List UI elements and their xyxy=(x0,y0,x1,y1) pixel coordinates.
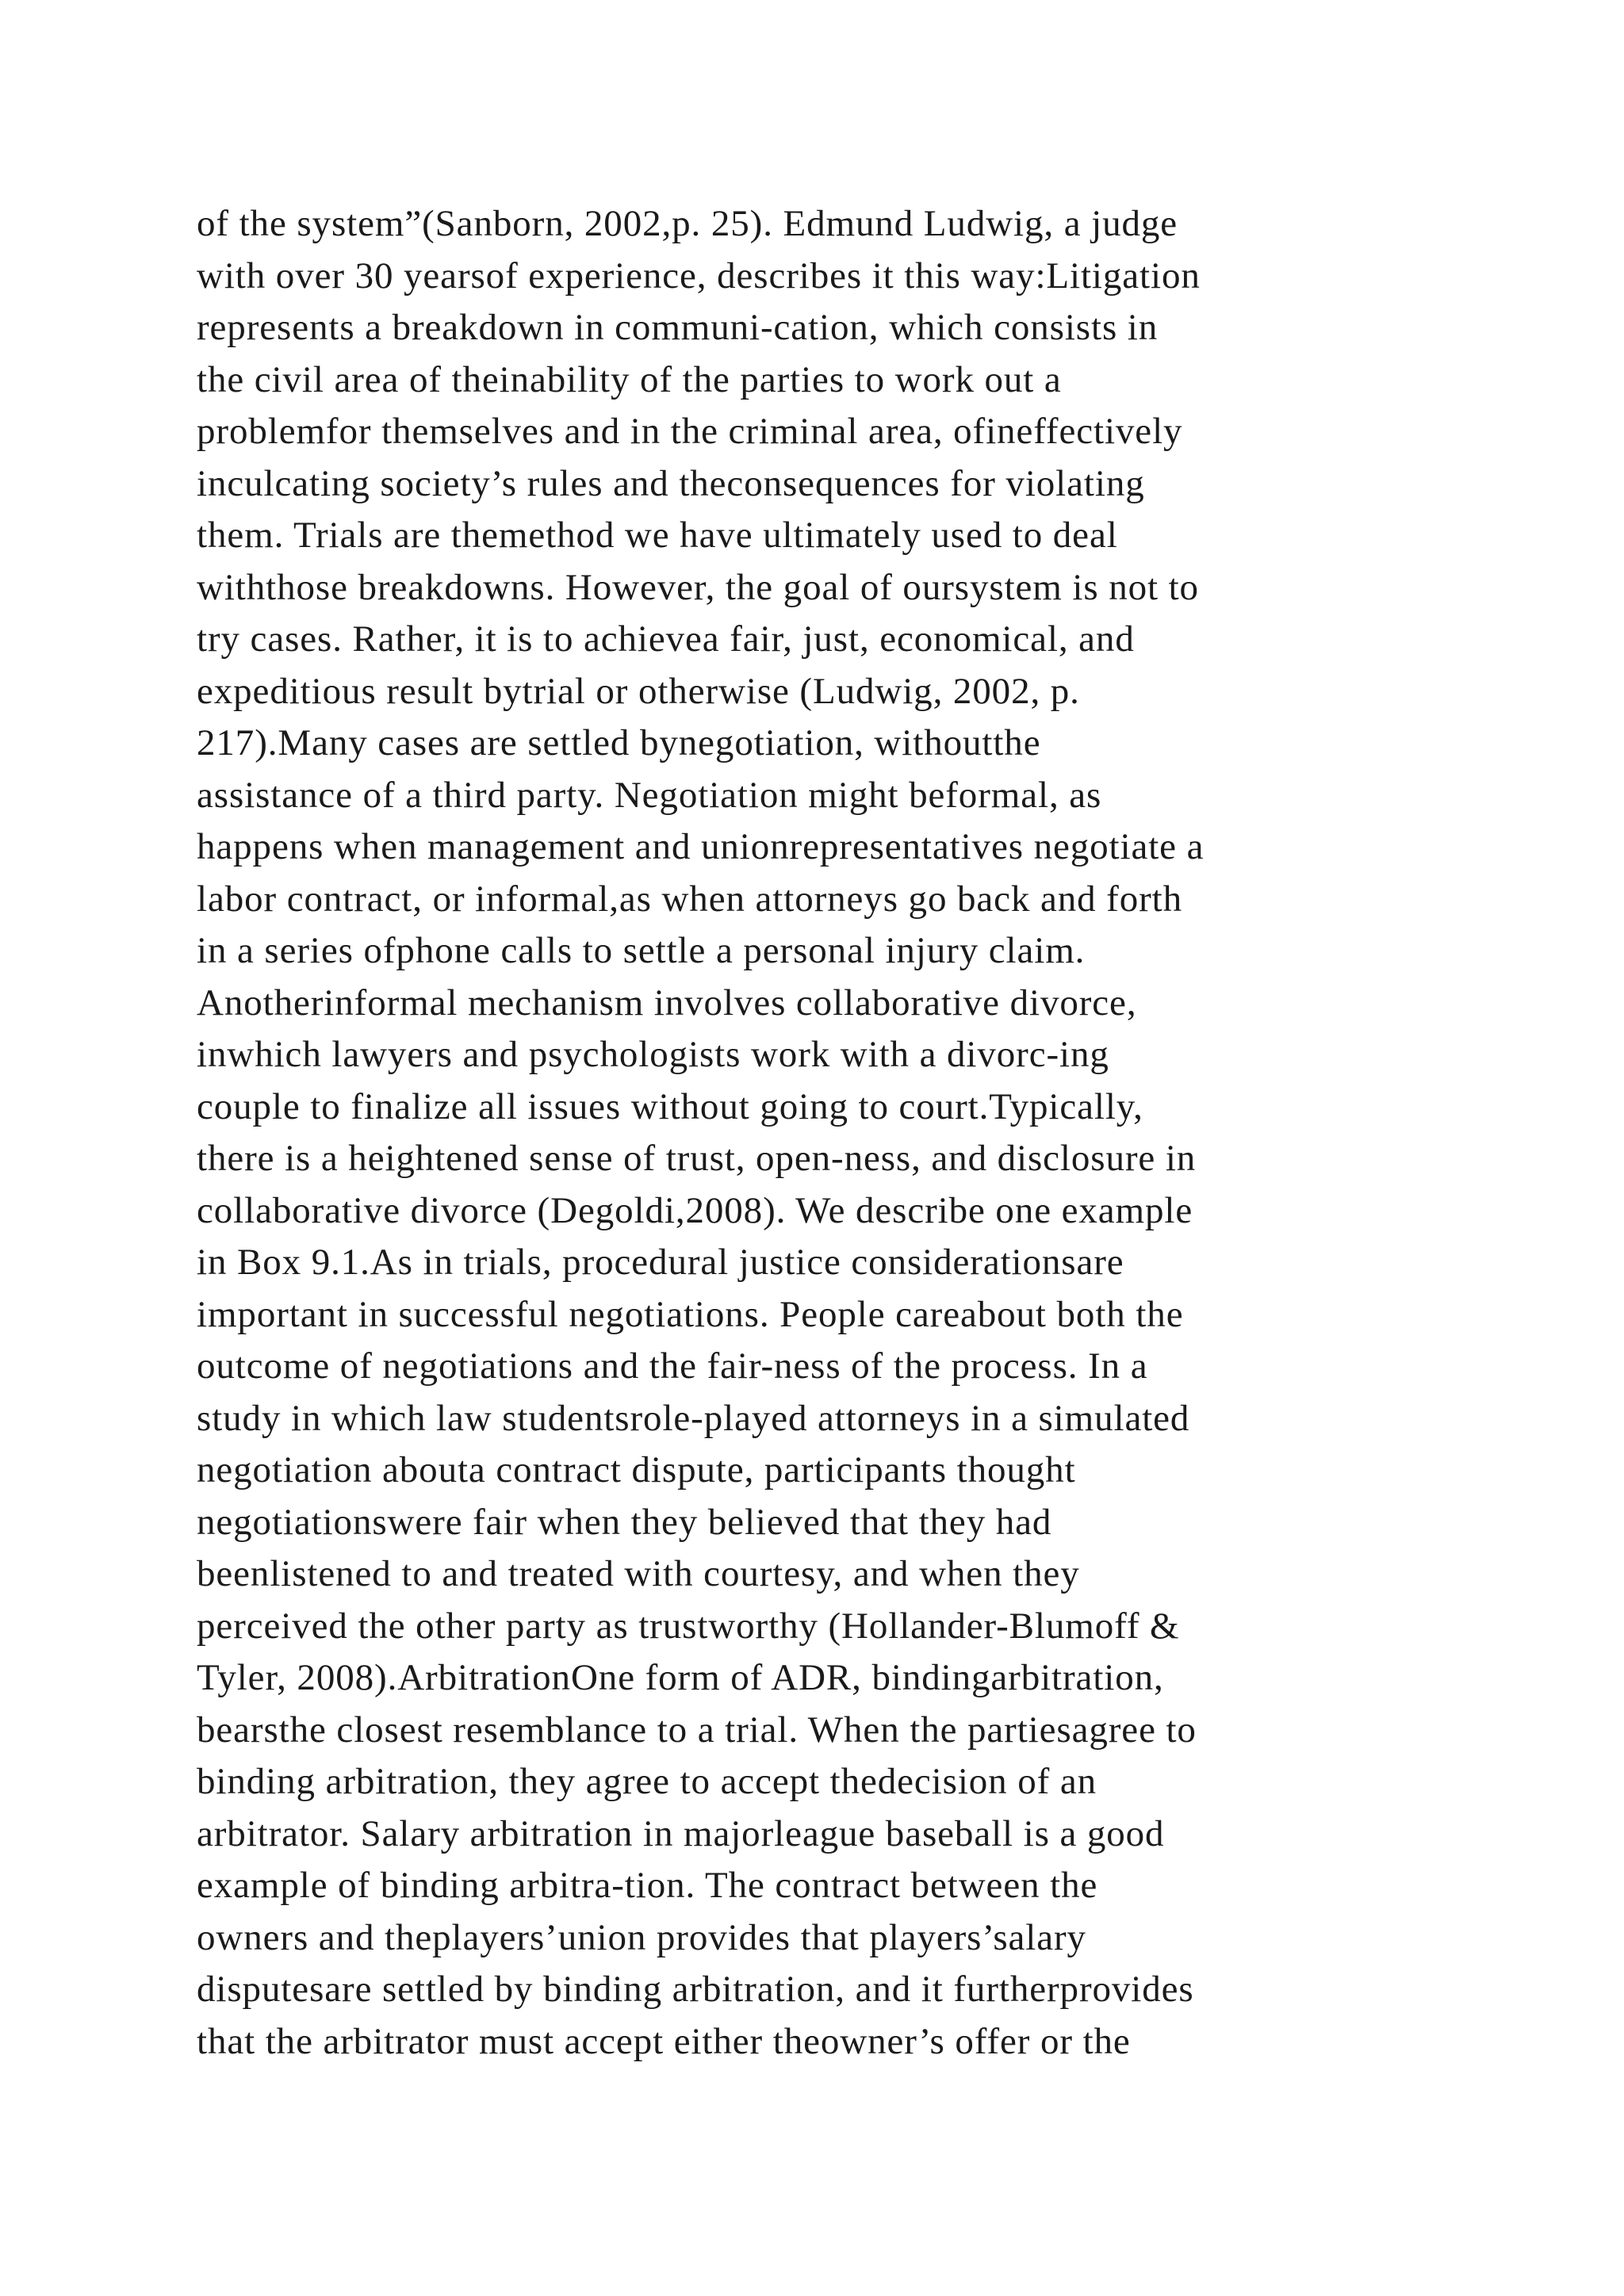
text-line: owners and theplayers’union provides that players’salary xyxy=(197,1916,1086,1958)
text-line: them. Trials are themethod we have ultimately used to deal xyxy=(197,515,1118,556)
text-line: in a series ofphone calls to settle a personal injury claim. xyxy=(197,930,1086,971)
text-line: beenlistened to and treated with courtesy, and when they xyxy=(197,1553,1080,1594)
text-line: assistance of a third party. Negotiation might beformal, as xyxy=(197,774,1102,816)
text-line: that the arbitrator must accept either theowner’s offer or the xyxy=(197,2020,1131,2062)
text-line: example of binding arbitra-tion. The contract between the xyxy=(197,1865,1098,1906)
text-line: disputesare settled by binding arbitration, and it furtherprovides xyxy=(197,1969,1194,2010)
text-line: negotiationswere fair when they believed that they had xyxy=(197,1501,1052,1543)
text-line: the civil area of theinability of the parties to work out a xyxy=(197,358,1062,400)
text-line: withthose breakdowns. However, the goal of oursystem is not to xyxy=(197,566,1199,608)
body-text xyxy=(197,198,1481,2068)
text-line: negotiation abouta contract dispute, participants thought xyxy=(197,1449,1076,1490)
text-line: perceived the other party as trustworthy (Hollander-Blumoff & xyxy=(197,1605,1180,1647)
text-line: arbitrator. Salary arbitration in majorleague baseball is a good xyxy=(197,1812,1165,1854)
text-line: Tyler, 2008).ArbitrationOne form of ADR, bindingarbitration, xyxy=(197,1657,1164,1698)
text-line: in Box 9.1.As in trials, procedural justice considerationsare xyxy=(197,1242,1124,1283)
text-line: problemfor themselves and in the criminal area, ofineffectively xyxy=(197,411,1183,452)
text-line: couple to finalize all issues without going to court.Typically, xyxy=(197,1085,1143,1127)
text-line: try cases. Rather, it is to achievea fair, just, economical, and xyxy=(197,618,1135,660)
text-line: labor contract, or informal,as when attorneys go back and forth xyxy=(197,878,1183,920)
text-line: 217).Many cases are settled bynegotiation, withoutthe xyxy=(197,722,1041,763)
text-line: there is a heightened sense of trust, open-ness, and disclosure in xyxy=(197,1138,1197,1179)
text-line: important in successful negotiations. People careabout both the xyxy=(197,1293,1184,1335)
text-line: binding arbitration, they agree to accept thedecision of an xyxy=(197,1761,1097,1802)
text-line: outcome of negotiations and the fair-ness of the process. In a xyxy=(197,1345,1148,1387)
text-line: inculcating society’s rules and theconsequences for violating xyxy=(197,462,1145,504)
text-line: Anotherinformal mechanism involves collaborative divorce, xyxy=(197,982,1137,1024)
text-line: represents a breakdown in communi-cation, which consists in xyxy=(197,307,1159,348)
text-line: study in which law studentsrole-played attorneys in a simulated xyxy=(197,1397,1190,1439)
text-line: collaborative divorce (Degoldi,2008). We describe one example xyxy=(197,1189,1193,1231)
text-line: inwhich lawyers and psychologists work with a divorc-ing xyxy=(197,1034,1109,1075)
text-line: bearsthe closest resemblance to a trial. When the partiesagree to xyxy=(197,1709,1197,1751)
text-line: happens when management and unionrepresentatives negotiate a xyxy=(197,826,1205,867)
text-line: expeditious result bytrial or otherwise (Ludwig, 2002, p. xyxy=(197,670,1080,712)
text-line: with over 30 yearsof experience, describes it this way:Litigation xyxy=(197,254,1201,297)
text-line: of the system”(Sanborn, 2002,p. 25). Edmund Ludwig, a judge xyxy=(197,203,1178,244)
